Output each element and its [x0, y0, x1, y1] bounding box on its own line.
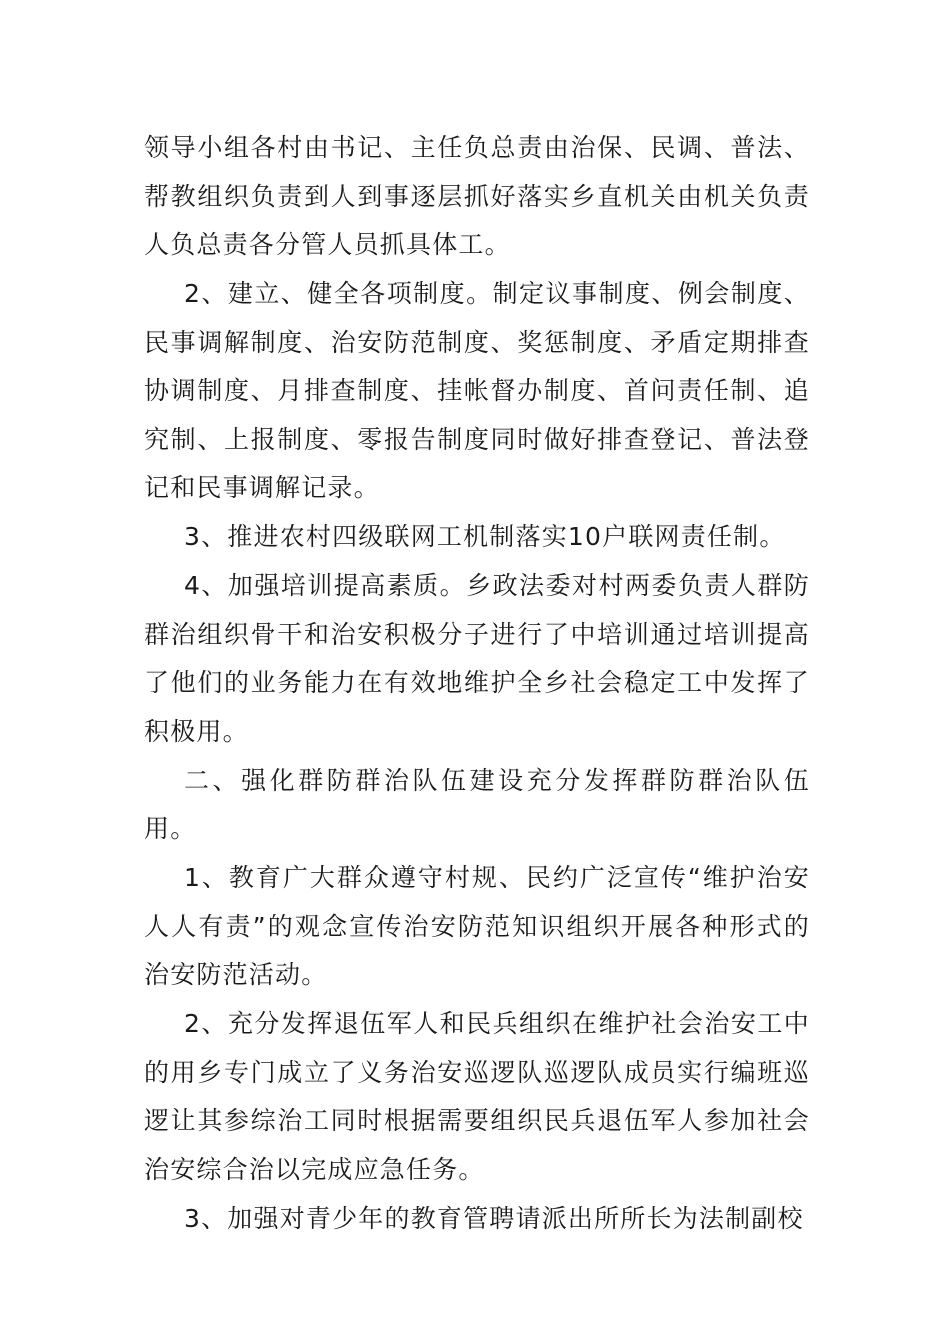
section-heading-two: 二、强化群防群治队伍建设充分发挥群防群治队伍用。	[144, 765, 810, 843]
paragraph-education: 1、教育广大群众遵守村规、民约广泛宣传“维护治安人人有责”的观念宣传治安防范知识组织开展各种形式的治安防范活动。	[144, 863, 810, 989]
paragraph-leadership-continued: 领导小组各村由书记、主任负总责由治保、民调、普法、帮教组织负责到人到事逐层抓好落实乡直机关由机关负责人负总责各分管人员抓具体工。	[144, 133, 810, 259]
paragraph-network: 3、推进农村四级联网工机制落实10户联网责任制。	[184, 522, 786, 551]
paragraph-veterans: 2、充分发挥退伍军人和民兵组织在维护社会治安工中的用乡专门成立了义务治安巡逻队巡逻队成员实行编班巡逻让其参综治工同时根据需要组织民兵退伍军人参加社会治安综合治以完成应急任务。	[144, 1009, 810, 1184]
paragraph-youth: 3、加强对青少年的教育管聘请派出所所长为法制副校	[184, 1203, 804, 1233]
paragraph-training: 4、加强培训提高素质。乡政法委对村两委负责人群防群治组织骨干和治安积极分子进行了中培训通过培训提高了他们的业务能力在有效地维护全乡社会稳定工中发挥了积极用。	[144, 571, 810, 746]
document-body	[144, 124, 810, 1244]
paragraph-systems: 2、建立、健全各项制度。制定议事制度、例会制度、民事调解制度、治安防范制度、奖惩制度、矛盾定期排查协调制度、月排查制度、挂帐督办制度、首问责任制、追究制、上报制度、零报告制度同时做好排查登记、普法登记和民事调解记录。	[144, 279, 810, 502]
